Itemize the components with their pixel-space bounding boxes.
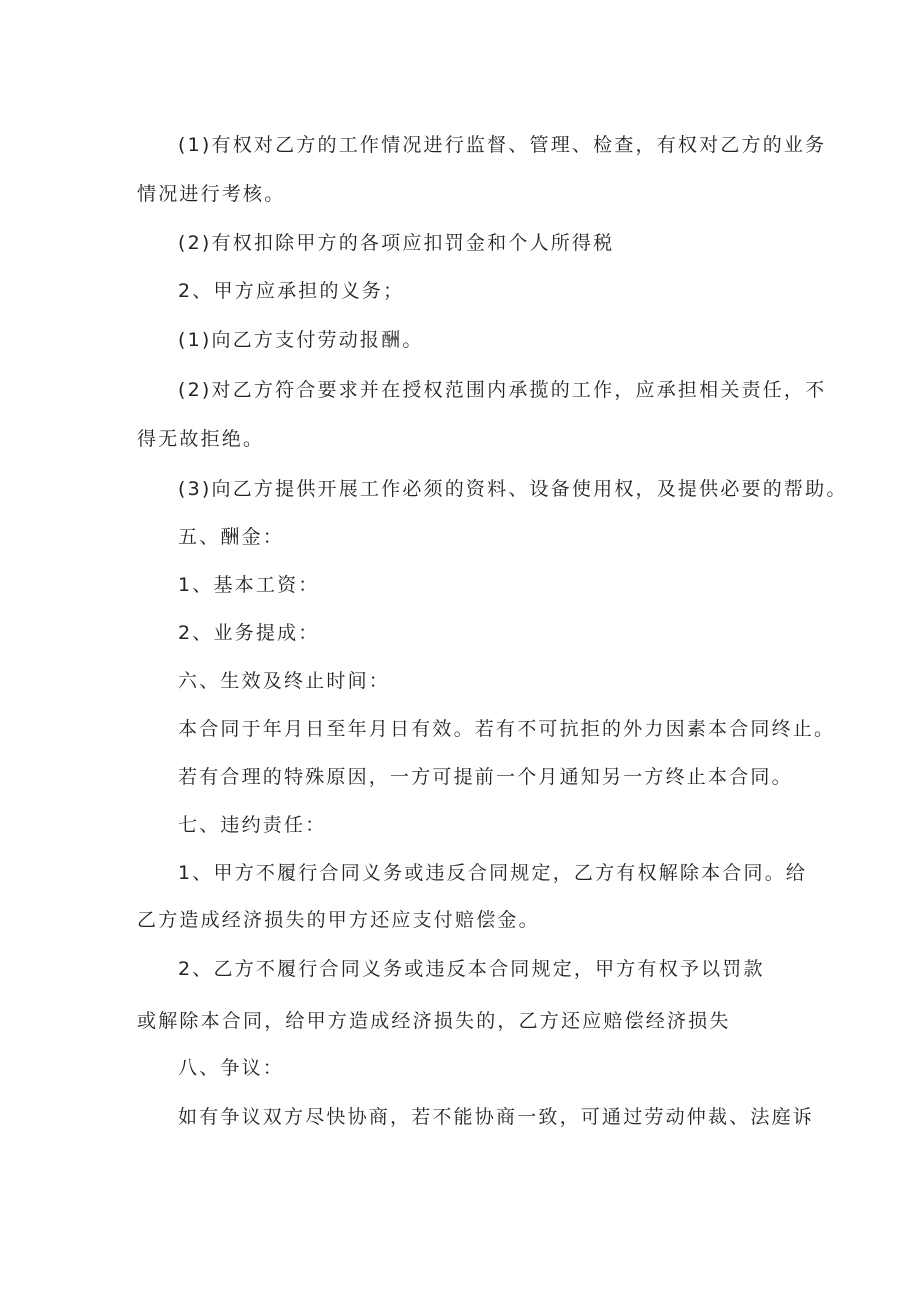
paragraph-line-19: 或解除本合同，给甲方造成经济损失的，乙方还应赔偿经济损失 — [137, 1010, 731, 1032]
paragraph-line-11: 2、业务提成： — [178, 622, 320, 644]
paragraph-line-17: 乙方造成经济损失的甲方还应支付赔偿金。 — [137, 909, 540, 931]
paragraph-line-21: 如有争议双方尽快协商，若不能协商一致，可通过劳动仲裁、法庭诉 — [178, 1106, 815, 1128]
paragraph-line-5: (1)向乙方支付劳动报酬。 — [178, 329, 424, 351]
paragraph-line-16: 1、甲方不履行合同义务或违反合同规定，乙方有权解除本合同。给 — [178, 862, 808, 884]
section-heading-6: 六、生效及终止时间： — [178, 670, 391, 692]
section-heading-8: 八、争议： — [178, 1057, 285, 1079]
paragraph-line-13: 本合同于年月日至年月日有效。若有不可抗拒的外力因素本合同终止。 — [178, 718, 836, 740]
paragraph-line-10: 1、基本工资： — [178, 574, 320, 596]
section-heading-7: 七、违约责任： — [178, 814, 327, 836]
paragraph-line-4: 2、甲方应承担的义务； — [178, 280, 405, 302]
paragraph-line-14: 若有合理的特殊原因，一方可提前一个月通知另一方终止本合同。 — [178, 766, 793, 788]
paragraph-line-8: (3)向乙方提供开展工作必须的资料、设备使用权，及提供必要的帮助。 — [178, 478, 848, 500]
paragraph-line-6: (2)对乙方符合要求并在授权范围内承揽的工作，应承担相关责任，不 — [178, 379, 827, 401]
paragraph-line-2: 情况进行考核。 — [137, 183, 286, 205]
paragraph-line-1: (1)有权对乙方的工作情况进行监督、管理、检查，有权对乙方的业务 — [178, 134, 827, 156]
section-heading-5: 五、酬金： — [178, 526, 285, 548]
paragraph-line-18: 2、乙方不履行合同义务或违反本合同规定，甲方有权予以罚款 — [178, 958, 765, 980]
paragraph-line-7: 得无故拒绝。 — [137, 428, 265, 450]
paragraph-line-3: (2)有权扣除甲方的各项应扣罚金和个人所得税 — [178, 232, 615, 254]
